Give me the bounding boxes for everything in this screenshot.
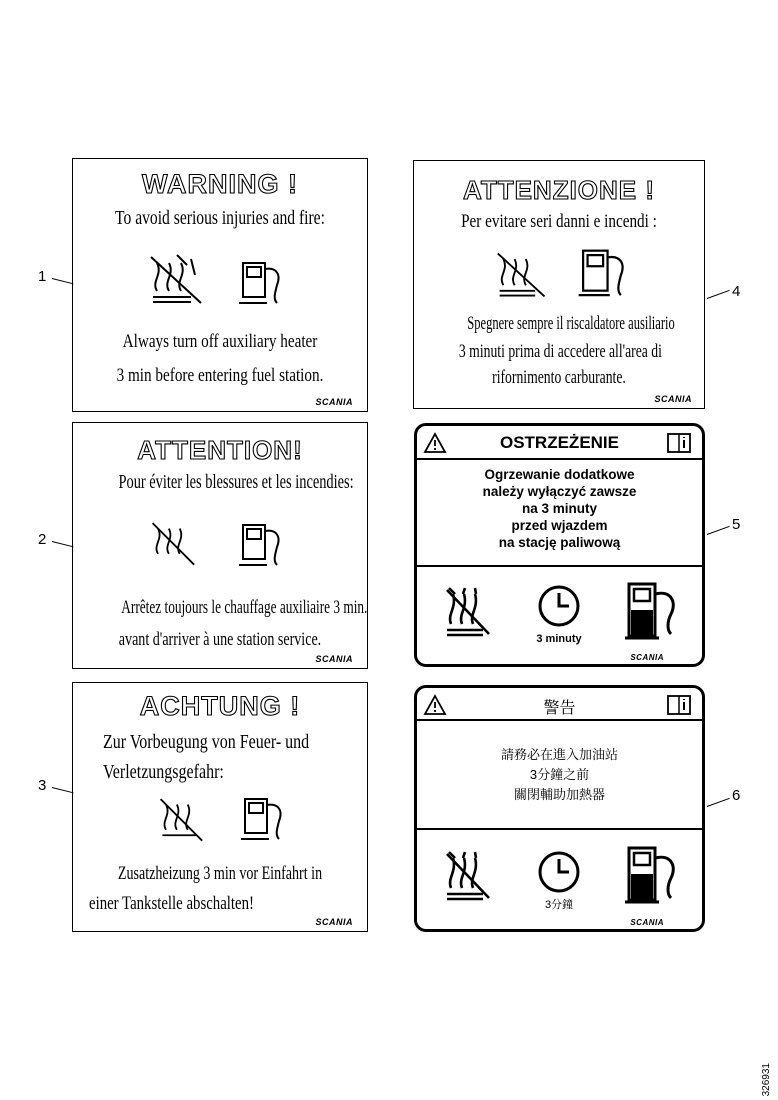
minutes-caption: 3分鐘 [544,899,574,911]
callout-number: 6 [732,787,741,804]
minutes-caption: 3 minuty [536,633,582,645]
callout-number: 5 [732,516,741,533]
warning-label-polish [414,423,705,667]
label-line: na 3 minuty [521,501,597,516]
label-line: 關閉輔助加熱器 [513,787,605,802]
label-line: Arrêtez toujours le chauffage auxiliaire 3 min. [121,597,368,618]
label-title: WARNING ! [142,169,298,199]
scania-logo: SCANIA [315,397,353,407]
warning-label-french [72,422,368,669]
label-line: To avoid serious injuries and fire: [115,207,325,229]
scania-logo: SCANIA [315,917,353,927]
label-line: Ogrzewanie dodatkowe [484,467,635,482]
scania-logo: SCANIA [654,394,692,404]
label-line: należy wyłączyć zawsze [482,484,637,499]
warning-label-english [72,158,368,412]
leader-line [707,526,730,535]
scania-logo: SCANIA [315,654,353,664]
label-title: OSTRZEŻENIE [499,433,619,452]
label-title: ATTENZIONE ! [462,175,656,205]
label-line: Zur Vorbeugung von Feuer- und [103,731,310,753]
leader-line [52,278,74,284]
warning-label-chinese [414,685,705,932]
label-title: 警告 [543,700,576,717]
callout-number: 2 [38,531,47,548]
document-number: 326931 [761,1062,772,1096]
leader-line [52,541,74,547]
label-line: 3分鐘之前 [529,767,590,782]
label-line: avant d'arriver à une station service. [118,629,322,650]
label-line: 3 min before entering fuel station. [116,365,324,386]
label-title: ATTENTION! [137,435,303,465]
label-line: einer Tankstelle abschalten! [89,893,254,914]
label-line: Verletzungsgefahr: [103,761,224,783]
label-line: przed wjazdem [511,518,608,533]
label-line: 請務必在進入加油站 [500,747,618,762]
label-divider [417,458,702,460]
label-line: Per evitare seri danni e incendi : [461,211,657,232]
label-divider [417,565,702,567]
leader-line [707,798,730,807]
label-line: 3 minuti prima di accedere all'area di [458,341,662,362]
label-line: Zusatzheizung 3 min vor Einfahrt in [117,863,323,884]
callout-number: 1 [38,268,47,285]
leader-line [707,290,730,299]
label-divider [417,719,702,721]
label-line: Pour éviter les blessures et les incendies: [118,471,354,493]
label-divider [417,828,702,830]
warning-label-german [72,682,368,932]
label-line: rifornimento carburante. [492,367,626,388]
callout-number: 3 [38,777,47,794]
scania-logo: SCANIA [630,653,664,662]
label-title: ACHTUNG ! [139,691,301,721]
scania-logo: SCANIA [630,918,664,927]
label-line: Spegnere sempre il riscaldatore ausiliario [467,313,675,334]
label-line: Always turn off auxiliary heater [122,331,318,352]
label-line: na stację paliwową [498,535,621,550]
leader-line [52,787,74,793]
warning-label-italian [413,160,705,409]
callout-number: 4 [732,283,741,300]
